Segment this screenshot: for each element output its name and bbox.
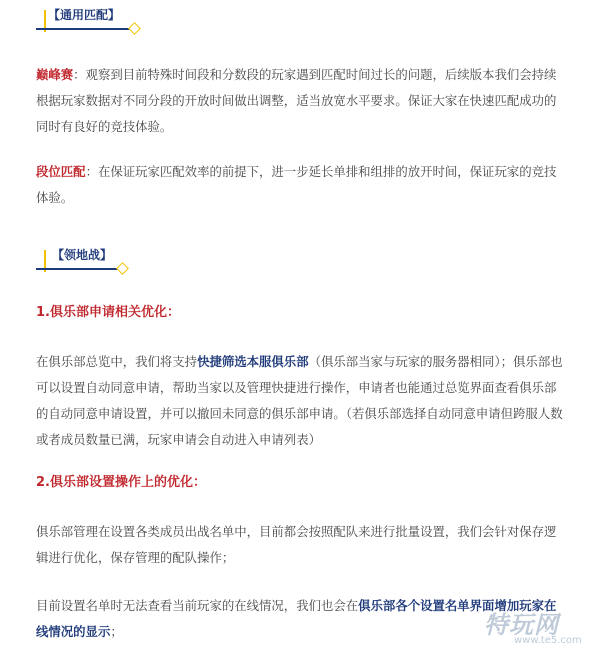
term-peak-match: 巅峰赛 — [36, 67, 74, 82]
paragraph-text: 俱乐部管理在设置各类成员出战名单中，目前都会按照配队来进行批量设置，我们会针对保存逻辑进行优化，保存管理的配队操作； — [36, 524, 557, 565]
highlight-quick-filter: 快捷筛选本服俱乐部 — [197, 354, 309, 369]
section-title-general: 【通用匹配】 — [48, 8, 121, 22]
paragraph-text: ； — [110, 624, 123, 639]
header-underline — [36, 28, 130, 30]
subheading-club-settings: 2.俱乐部设置操作上的优化： — [36, 475, 206, 490]
paragraph-text: 在俱乐部总览中，我们将支持 — [36, 354, 198, 369]
paragraph-peak-match — [36, 62, 564, 140]
section-title-territory: 【领地战】 — [52, 248, 113, 262]
site-watermark — [484, 605, 592, 649]
watermark-logo: 特玩网 — [484, 611, 559, 639]
paragraph-club-application — [36, 349, 564, 453]
paragraph-roster-settings — [36, 519, 564, 571]
subheading-club-application: 1.俱乐部申请相关优化： — [36, 305, 180, 320]
highlight-online-status: 俱乐部各个设置名单界面增加玩家在线情况的显示 — [36, 598, 557, 639]
section-header-territory — [36, 244, 132, 268]
section-header-general — [36, 4, 142, 28]
diamond-icon — [128, 22, 141, 35]
diamond-icon — [116, 262, 129, 275]
paragraph-text: 目前设置名单时无法查看当前玩家的在线情况，我们也会在 — [36, 598, 359, 613]
paragraph-text: ：观察到目前特殊时间段和分数段的玩家遇到匹配时间过长的问题，后续版本我们会持续根据玩家数据对不同分段的开放时间做出调整，适当放宽水平要求。保证大家在快速匹配成功的同时有良好的竞技体验。 — [36, 67, 557, 134]
paragraph-text: （俱乐部当家与玩家的服务器相同）；俱乐部也可以设置自动同意申请，帮助当家以及管理快捷进行操作，申请者也能通过总览界面查看俱乐部的自动同意申请设置，并可以撤回未同意的俱乐部申请。（若俱乐部选择自动同意申请但跨服人数或者成员数量已满，玩家申请会自动进入申请列表） — [36, 354, 563, 447]
header-underline — [36, 268, 118, 270]
paragraph-rank-match — [36, 159, 564, 211]
watermark-url: www.te5.com — [514, 635, 582, 646]
term-rank-match: 段位匹配 — [36, 164, 86, 179]
paragraph-text: ：在保证玩家匹配效率的前提下，进一步延长单排和组排的放开时间，保证玩家的竞技体验。 — [36, 164, 557, 205]
